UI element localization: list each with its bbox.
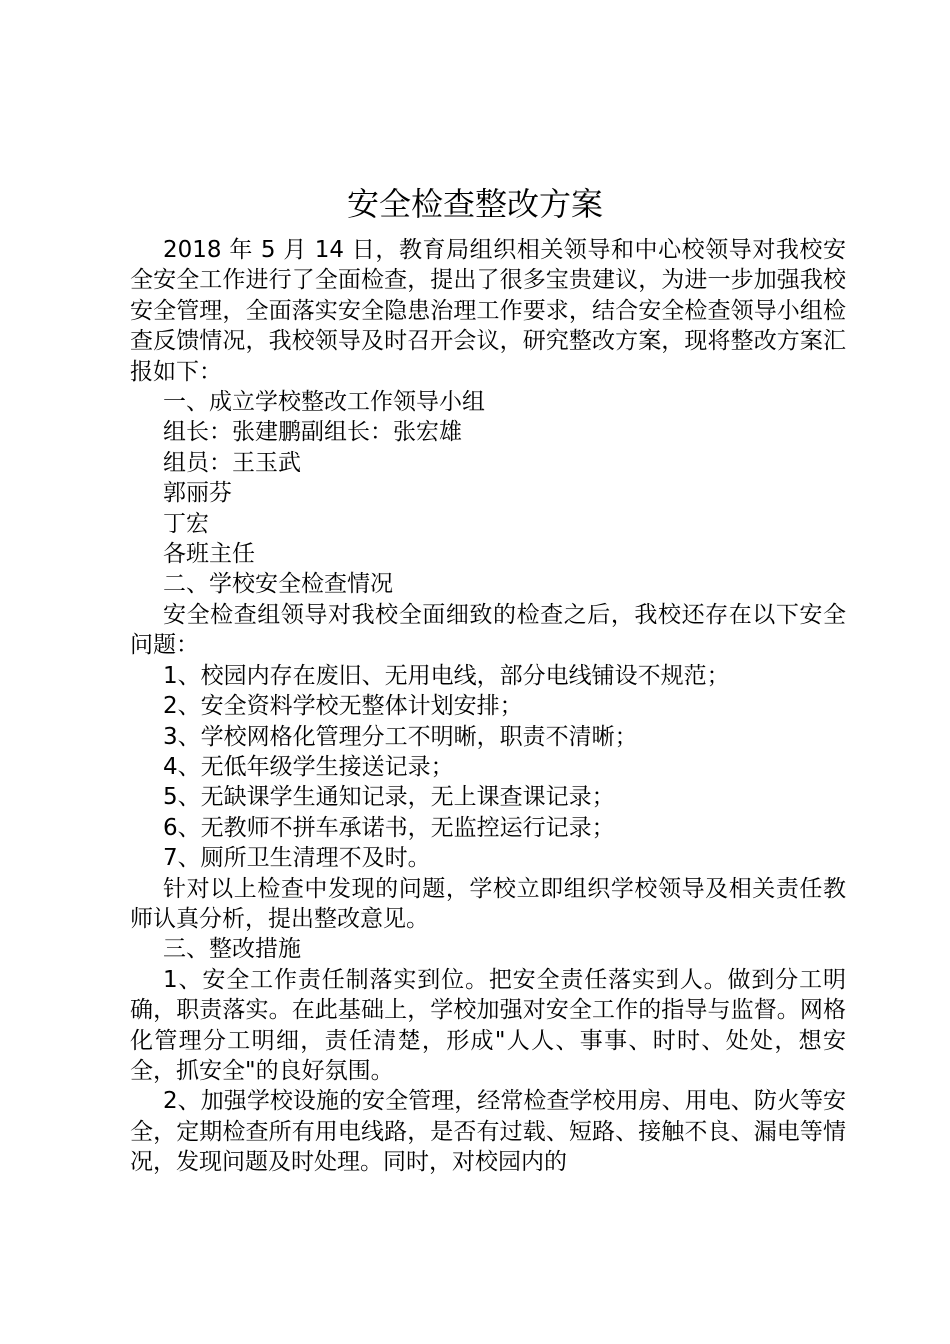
member-line: 组员：王玉武 — [163, 449, 301, 476]
problem-item: 4、无低年级学生接送记录； — [163, 753, 454, 780]
section-2-conclusion: 针对以上检查中发现的问题，学校立即组织学校领导及相关责任教师认真分析，提出整改意见。 — [130, 875, 846, 932]
measure-paragraph: 2、加强学校设施的安全管理，经常检查学校用房、用电、防火等安全，定期检查所有用电线路，是否有过载、短路、接触不良、漏电等情况，发现问题及时处理。同时，对校园内的 — [130, 1088, 846, 1176]
section-1-heading: 一、成立学校整改工作领导小组 — [163, 389, 485, 416]
problem-item: 7、厕所卫生清理不及时。 — [163, 845, 431, 872]
member-name: 丁宏 — [163, 510, 209, 537]
document-body — [130, 235, 846, 1178]
measure-paragraph: 1、安全工作责任制落实到位。把安全责任落实到人。做到分工明确，职责落实。在此基础上，学校加强对安全工作的指导与监督。网格化管理分工明细，责任清楚，形成"人人、事事、时时、处处，想安全，抓安全"的良好氛围。 — [130, 966, 846, 1084]
intro-paragraph: 2018 年 5 月 14 日，教育局组织相关领导和中心校领导对我校安全安全工作进行了全面检查，提出了很多宝贵建议，为进一步加强我校安全管理，全面落实安全隐患治理工作要求，结合安全检查领导小组检查反馈情况，我校领导及时召开会议，研究整改方案，现将整改方案汇报如下： — [130, 237, 846, 385]
section-2-heading: 二、学校安全检查情况 — [163, 571, 393, 598]
document-title: 安全检查整改方案 — [346, 185, 603, 223]
problem-item: 6、无教师不拼车承诺书，无监控运行记录； — [163, 814, 615, 841]
member-name: 各班主任 — [163, 541, 255, 568]
section-2-intro: 安全检查组领导对我校全面细致的检查之后，我校还存在以下安全问题： — [130, 601, 846, 659]
problem-item: 2、安全资料学校无整体计划安排； — [163, 693, 523, 720]
member-name: 郭丽芬 — [163, 480, 232, 507]
section-3-heading: 三、整改措施 — [163, 936, 301, 963]
problem-item: 1、校园内存在废旧、无用电线，部分电线铺设不规范； — [163, 662, 730, 689]
leader-line: 组长：张建鹏副组长：张宏雄 — [163, 419, 462, 446]
problem-item: 5、无缺课学生通知记录，无上课查课记录； — [163, 784, 615, 811]
problem-item: 3、学校网格化管理分工不明晰，职责不清晰； — [163, 723, 638, 750]
